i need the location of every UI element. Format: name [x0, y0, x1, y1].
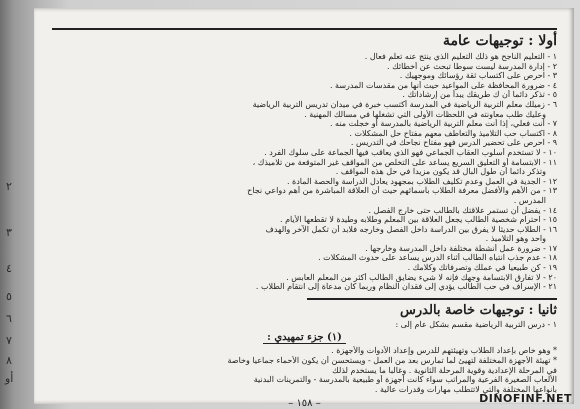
list-item: ٢٠ - لا تفارق الابتسامة وجهك فإنه لا شيء يضايق الطالب أكثر من المعلم العابس .	[286, 272, 557, 282]
list-item: ١٨ - عدم جذب انتباه الطالب أثناء الدرس يساعد على حدوث المشكلات .	[318, 253, 557, 263]
paper-sheet	[34, 8, 574, 409]
edge-number: ٤	[6, 262, 12, 275]
paragraph-line: * وهو خاص بإعداد الطلاب وتهيئتهم للدرس وإعداد الأدوات والأجهزة .	[331, 346, 557, 356]
list-item: ١٣ - من الأهم والأفضل معرفة الطلاب بأسمائهم حيث أن العلاقة المباشرة من أهم دواعي نجاح	[247, 186, 557, 196]
list-item: ١ - التعليم الناجح هو ذلك التعليم الذي ينتج عنه تعلم فعال .	[364, 52, 557, 61]
paragraph-line: في المرحلة الإعدادية وقوية المرحلة الثانوية . وغالبا ما يستخدم لذلك	[332, 365, 557, 375]
document-body	[52, 28, 557, 409]
list-item: ١١ - الابتسامة أو التعليق السريع يساعد على التخلص من المواقف غير المتوقعة من تلاميذك ،	[252, 157, 557, 167]
list-item: ١٠ - لا تستخدم أسلوب العقاب الجماعي فهو الذي يعاقب فيها الجماعة على سلوك الفرد .	[264, 147, 557, 157]
paragraph-line: * تهيئة الأجهزة المختلفة لتهيئ لما تمارس بعد من العمل - ويستحسن أن يكون الأحماء جماعيا وخاصة	[227, 356, 557, 366]
section-heading-general: أولا : توجيهات عامة	[52, 28, 557, 49]
section-heading-lesson: ثانيا : توجيهات خاصة بالدرس	[307, 298, 557, 318]
list-item: ١٧ - ضرورة عمل أنشطة مختلفة داخل المدرسة وخارجها .	[365, 243, 557, 253]
list-item: ٨ - اكتساب حب التلاميذ والتعاطف معهم مفتاح حل المشكلات .	[349, 128, 557, 138]
watermark: DINOFINF.NET	[479, 392, 572, 405]
list-item: ١٢ - الجدية في العمل وعدم تكليف الطلاب بمجهود يعادل الدراسة والحصة المادة .	[286, 176, 557, 186]
list-item: ١٦ - الطلاب حديثا لا يفرق بين الدراسة داخل الفصل وخارجه فلابد أن تكمل الآخر والهدف	[265, 224, 557, 234]
list-item: ٢ - إدارة المدرسة ليست سوطا تبحث عن أخطائك .	[387, 61, 557, 71]
edge-number: ٥	[6, 290, 12, 303]
sub-heading	[52, 332, 557, 343]
edge-number: ٢	[6, 180, 12, 193]
list-item: ٢١ - الإسراف في حب الطالب يؤدي إلى فقدان النظام وربما كان مدعاة إلى انتقام الطلاب .	[255, 282, 557, 292]
section-intro: ١ - درس التربية الرياضية مقسم بشكل عام إلى :	[395, 319, 557, 329]
list-item: ١٤ - يفضل أن تستمر علاقتك بالطالب حتى خارج الفصل .	[368, 205, 557, 215]
list-item: ٧ - أنت فعلي، إذا أنت معلم التربية الرياضية بالمدرسة أو خجلت منه .	[329, 119, 557, 129]
list-item-continuation: المدرس .	[513, 195, 546, 205]
edge-number: ٧	[6, 334, 12, 347]
list-item-continuation: وتذكر دائما أن طول البال قد يكون مزيدا في حل هذه المواقف .	[335, 167, 546, 177]
list-item: ٣ - احرص على اكتساب ثقة رؤسائك وموجهيك .	[399, 71, 557, 81]
list-item: ٩ - احرص على تحضير الدرس فهو مفتاح نجاحك في التدريس .	[350, 138, 557, 148]
edge-number: ٨	[6, 354, 12, 367]
list-item-continuation: واحد وهو التلاميذ .	[485, 234, 546, 244]
list-item: ٦ - زميلك معلم التربية الرياضية في المدرسة أكتسب خبرة في ميدان تدريس التربية الرياضية	[252, 99, 557, 109]
edge-number: ٦	[6, 312, 12, 325]
list-item: ١٩ - كن طبيعيا في عملك وتصرفاتك وكلامك .	[407, 263, 557, 273]
list-item: ٥ - تذكر دائما أن ك طريقك يبدأ من إرشاداتك .	[402, 90, 557, 100]
paragraph-line: الألعاب الصغيرة الفرعية والمراتب سواء كانت أجهزة أو طبيعية بالمدرسة - والتمرينات البدنية	[253, 375, 557, 385]
edge-number: أو	[5, 372, 14, 385]
list-item: ٤ - ضرورة المحافظة على المواعيد حيث أنها من مقدسات المدرسة .	[329, 80, 557, 90]
paragraph-line: بأنواعها المختلفة والتي لاتتطلب مهارات وقدرات عالية .	[374, 384, 557, 394]
list-item-continuation: وعليك طلب معاونته في اللحظات الأولى التي تشغلها في مسالك المهنية .	[304, 109, 546, 119]
list-item: ١٥ - احترام شخصية الطالب يجعل العلاقة بين المعلم وطلابه وطيدة لا تقطعها الأيام .	[280, 215, 557, 225]
sub-heading-text: (١) جزء تمهيدي :	[263, 332, 346, 344]
page-number: – ١٥٨ –	[288, 398, 321, 409]
edge-number: ٣	[6, 226, 12, 239]
